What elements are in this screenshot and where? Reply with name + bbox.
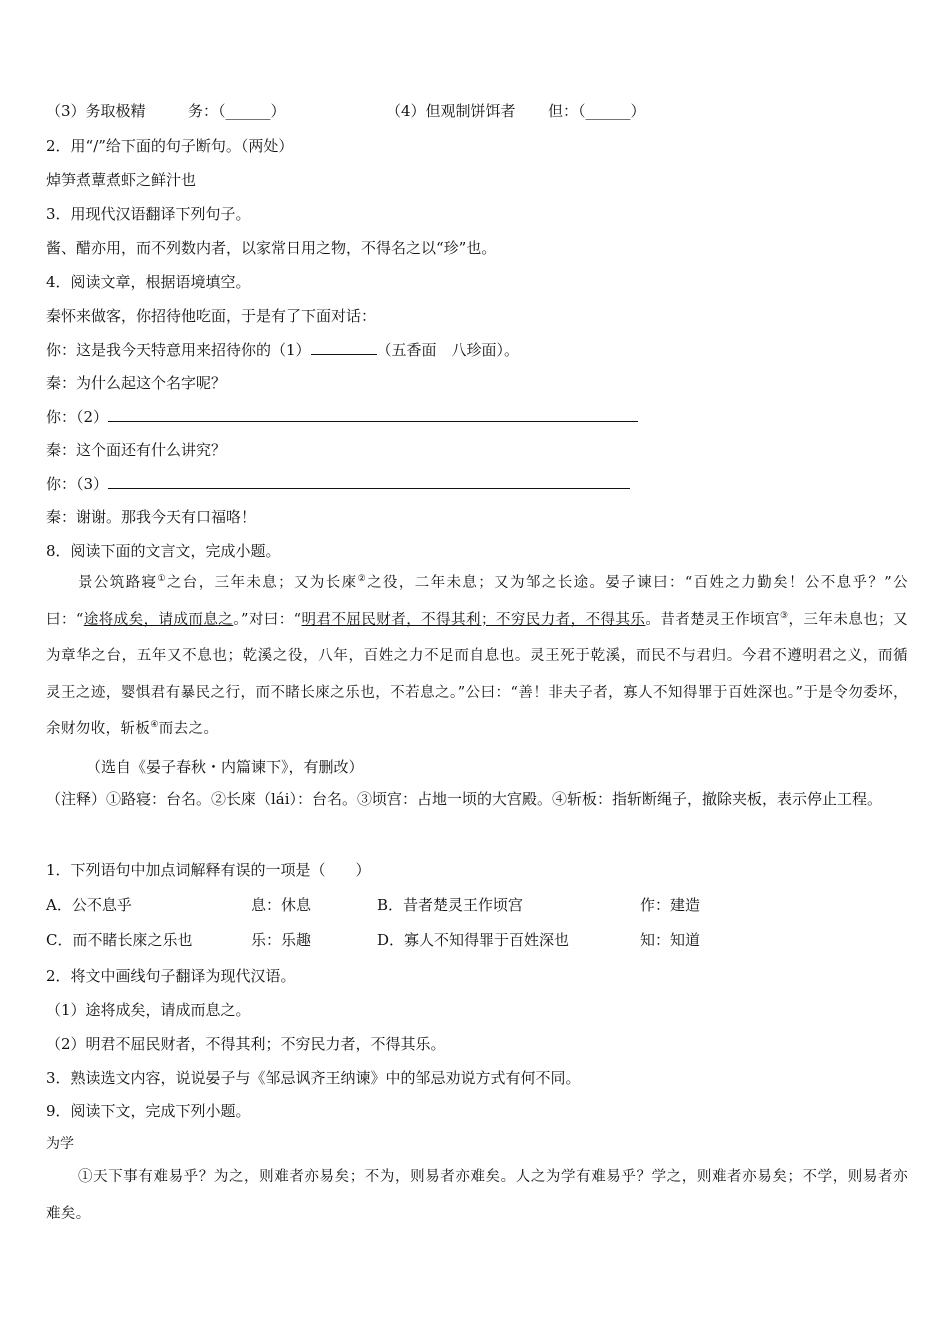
question-4: 4．阅读文章，根据语境填空。	[46, 273, 251, 291]
passage-text-3: 之役，二年未息；又为邹之长途。晏子谏曰：“百姓之力勤矣！公不息乎？”公曰：“	[46, 575, 909, 628]
dialog-line-6: 秦：谢谢。那我今天有口福咯！	[46, 508, 257, 526]
note-ref-4: ④	[150, 720, 159, 731]
question-9: 9．阅读下文，完成下列小题。	[46, 1102, 251, 1120]
passage-title: 为学	[46, 1136, 74, 1152]
dialog-line-1-text: 你：这是我今天特意用来招待你的（1）	[46, 341, 311, 359]
answer-blank-2[interactable]	[108, 406, 638, 422]
sub-question-2-1: （1）途将成矣，请成而息之。	[46, 1001, 251, 1019]
sub-question-2-2: （2）明君不屈民财者，不得其利；不穷民力者，不得其乐。	[46, 1035, 446, 1053]
option-b[interactable]: B．昔者楚灵王作顷宫	[377, 896, 524, 914]
weixue-text: ①天下事有难易乎？为之，则难者亦易矣；不为，则易者亦难矣。人之为学有难易乎？学之，则难者亦易矣；不学，则易者亦难矣。	[46, 1169, 908, 1222]
underlined-sentence-2: 明君不屈民财者，不得其利；不穷民力者，不得其乐	[301, 611, 646, 628]
classical-passage	[46, 565, 908, 748]
dialog-line-3	[46, 406, 638, 427]
dialog-line-4: 秦：这个面还有什么讲究？	[46, 441, 227, 459]
sub-question-1: 1．下列语句中加点词解释有误的一项是（ ）	[46, 861, 371, 879]
sub-question-2: 2．将文中画线句子翻译为现代汉语。	[46, 967, 296, 985]
option-d[interactable]: D．寡人不知得罪于百姓深也	[377, 931, 570, 949]
dialog-line-2: 秦：为什么起这个名字呢？	[46, 374, 227, 392]
option-b-definition: 作：建造	[640, 896, 701, 914]
note-ref-2: ②	[357, 574, 368, 585]
option-a-definition: 息：休息	[251, 896, 312, 914]
passage-text-1: 景公筑路寝	[78, 575, 158, 591]
question-8: 8．阅读下面的文言文，完成小题。	[46, 542, 281, 560]
question-4-intro: 秦怀来做客，你招待他吃面，于是有了下面对话：	[46, 307, 377, 325]
note-ref-3: ③	[779, 610, 789, 621]
passage-source: （选自《晏子春秋・内篇谏下》，有删改）	[86, 758, 364, 776]
passage-text-6: ，三年未息也；又为章华之台，五年又不息也；乾溪之役，八年，百姓之力不足而自息也。灵王死于乾溪，而民不与君归。今君不遵明君之义，而循灵王之迹，婴惧君有暴民之行，而不睹长庲之乐也，不若息之。”公曰：“善！非夫子者，寡人不知得罪于百姓深也。”于是令勿委坏，余财勿收，斩板	[46, 611, 909, 737]
option-c[interactable]: C．而不睹长庲之乐也	[46, 931, 193, 949]
passage-text-7: 而去之。	[158, 721, 219, 737]
dialog-line-5	[46, 473, 630, 494]
question-3: 3．用现代汉语翻译下列句子。	[46, 205, 251, 223]
note-ref-1: ①	[157, 574, 167, 585]
answer-blank-3[interactable]	[108, 473, 630, 489]
dialog-line-3-text: 你：（2）	[46, 408, 109, 426]
dialog-line-1-options: （五香面 八珍面）。	[376, 341, 520, 359]
item4-label: （4）但观制饼饵者	[386, 102, 516, 120]
dialog-line-5-text: 你：（3）	[46, 475, 109, 493]
annotation-notes: （注释）①路寝：台名。②长庲（lái）：台名。③顷宫：占地一顷的大宫殿。④斩板：指斩断绳子，撤除夹板，表示停止工程。	[46, 790, 883, 808]
answer-blank-1[interactable]	[311, 339, 377, 355]
passage-text-2: 之台，三年未息；又为长庲	[166, 575, 358, 591]
question-3-sentence: 酱、醋亦用，而不列数内者，以家常日用之物，不得名之以“珍”也。	[46, 239, 497, 257]
underlined-sentence-1: 途将成矣，请成而息之	[83, 611, 234, 628]
item3-field: 务：（______）	[188, 102, 286, 120]
item3-label: （3）务取极精	[46, 102, 146, 120]
option-c-definition: 乐：乐趣	[251, 931, 312, 949]
question-2-sentence: 焯笋煮蕈煮虾之鲜汁也	[46, 171, 197, 189]
question-2: 2．用“/”给下面的句子断句。（两处）	[46, 137, 294, 155]
passage-text-4: 。”对曰：“	[233, 611, 302, 628]
dialog-line-1	[46, 339, 519, 360]
item4-field: 但：（______）	[548, 102, 646, 120]
option-a[interactable]: A．公不息乎	[46, 896, 132, 914]
passage-text-5: 。昔者楚灵王作顷宫	[645, 611, 780, 628]
option-d-definition: 知：知道	[640, 931, 701, 949]
weixue-passage	[46, 1159, 908, 1233]
sub-question-3: 3．熟读选文内容，说说晏子与《邹忌讽齐王纳谏》中的邹忌劝说方式有何不同。	[46, 1069, 581, 1087]
